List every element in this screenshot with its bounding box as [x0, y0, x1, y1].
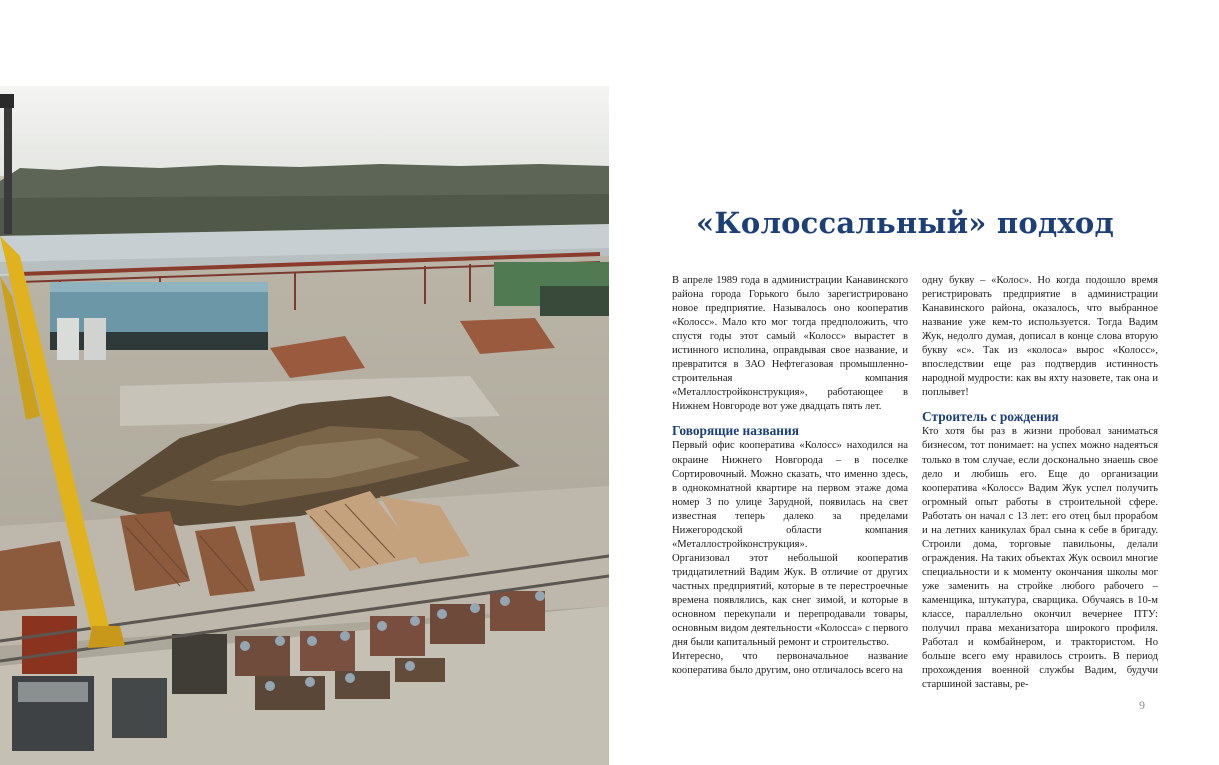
industrial-yard-photo	[0, 86, 609, 765]
page-title: «Колоссальный» подход	[696, 206, 1114, 240]
right-text-column	[922, 274, 1158, 692]
intro-paragraph: В апреле 1989 года в администрации Канавинского района города Горького было зарегистрировано новое предприятие. Называлось оно кооператив «Колосс». Мало кто мог тогда предположить, что спустя годы этот самый «Колосс» вырастет в истинного исполина, оправдывая свое название, и превратится в ЗАО Нефтегазовая промышленно-строительная компания «Металлостройконструкция», работающее в Нижнем Новгороде вот уже двадцать пять лет.	[672, 275, 908, 413]
body-paragraph: Кто хотя бы раз в жизни пробовал заниматься бизнесом, тот понимает: на успех можно надеяться только в том случае, если досконально знаешь свое дело и любишь его. Еще до организации кооператива «Колосс» Вадим Жук успел получить огромный опыт работы в строительной сфере. Работать он начал с 13 лет: его отец был прорабом и на летних каникулах брал сына к себе в бригаду. Строили дома, торговые павильоны, делали ограждения. На таких объектах Жук освоил многие специальности и к моменту окончания школы мог уже заменить на стройке любого рабочего – каменщика, штукатура, сварщика. Обучаясь в 10-м классе, параллельно окончил вечернее ПТУ: получил права механизатора широкого профиля. Работал и комбайнером, и трактористом. Но больше всего ему нравилось строить. В период прохождения военной службы Вадим, будучи старшиной заставы, ре-	[922, 426, 1158, 691]
left-text-column	[672, 274, 908, 678]
photo-illustration	[0, 86, 609, 765]
section-heading-builder-from-birth: Строитель с рождения	[922, 409, 1059, 425]
body-paragraph: Первый офис кооператива «Колосс» находился на окраине Нижнего Новгорода – в поселке Сортировочный. Можно сказать, что именно здесь, в однокомнатной квартире на первом этаже дома номер 3 по улице Зарудной, появилась на свет известная теперь далеко за пределами Нижегородской области компания «Металлостройконструкция».	[672, 440, 908, 550]
body-paragraph: одну букву – «Колос». Но когда подошло время регистрировать предприятие в администрации Канавинского района, оказалось, что выбранное название уже кем-то используется. Тогда Вадим Жук, недолго думая, дописал в конце слова вторую букву «с». Так из «колоса» вырос «Колосс», впоследствии еще раз подтвердив истинность народной мудрости: как вы яхту назовете, так она и поплывет!	[922, 275, 1158, 399]
section-heading-speaking-names: Говорящие названия	[672, 423, 799, 439]
body-paragraph: Интересно, что первоначальное название кооператива было другим, оно отличалось всего на	[672, 651, 908, 677]
page-number: 9	[1139, 698, 1145, 712]
body-paragraph: Организовал этот небольшой кооператив тридцатилетний Вадим Жук. В отличие от других частных предприятий, которые в те перестроечные времена появлялись, как снег зимой, и которые в основном перекупали и перепродавали товары, основным видом деятельности «Колосса» с первого дня были капитальный ремонт и строительство.	[672, 552, 908, 649]
